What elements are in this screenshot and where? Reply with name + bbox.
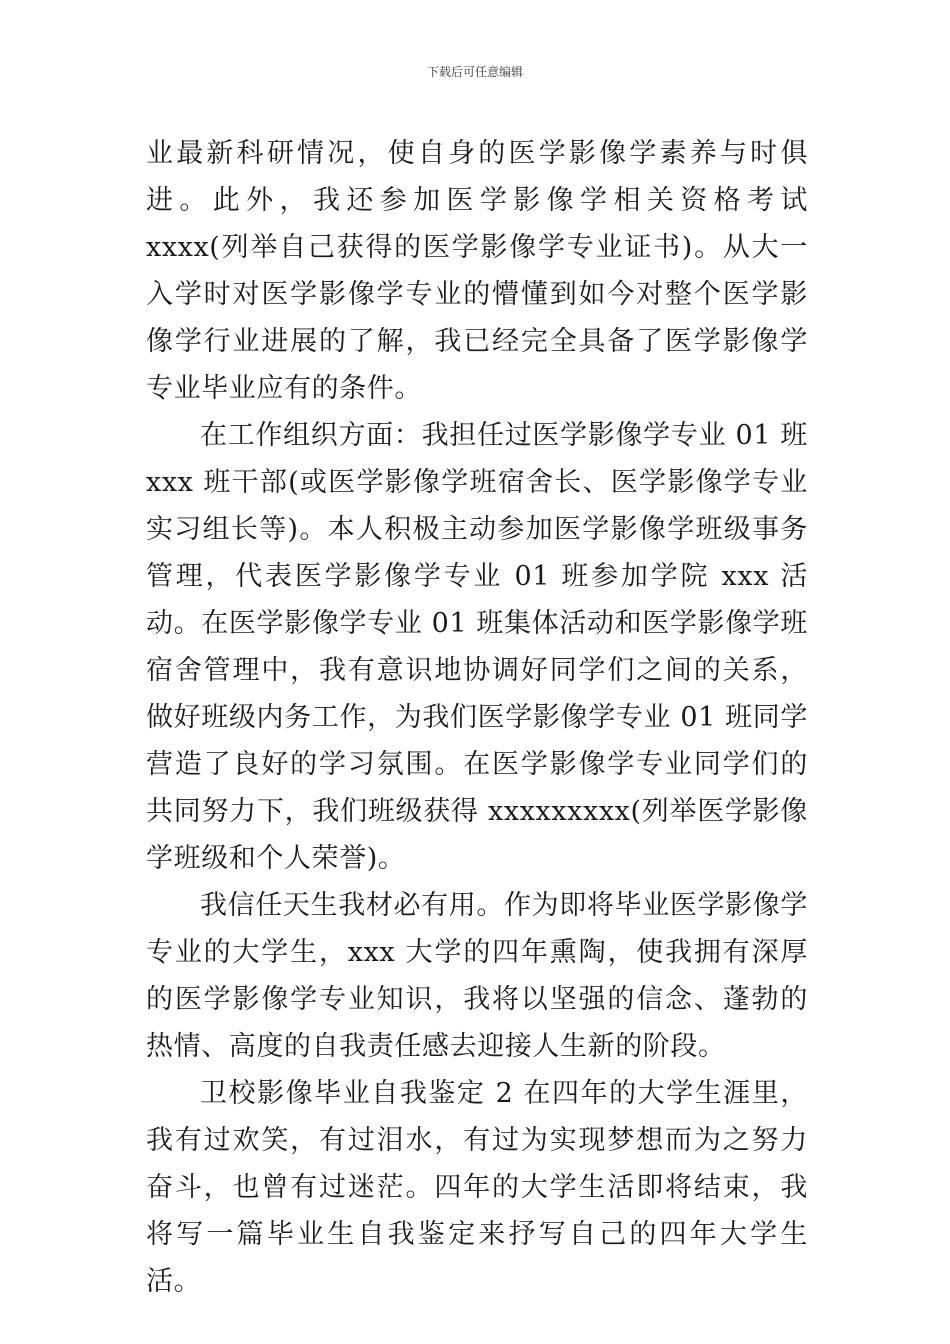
document-body bbox=[146, 130, 808, 1305]
page-header: 下载后可任意编辑 bbox=[426, 65, 523, 79]
paragraph-2: 在工作组织方面：我担任过医学影像学专业 01 班 xxx 班干部(或医学影像学班宿舍长、医学影像学专业实习组长等)。本人积极主动参加医学影像学班级事务管理，代表医学影像学专业 01 班参加学院 xxx 活动。在医学影像学专业 01 班集体活动和医学影像学班宿舍管理中，我有意识地协调好同学们之间的关系，做好班级内务工作，为我们医学影像学专业 01 班同学营造了良好的学习氛围。在医学影像学专业同学们的共同努力下，我们班级获得 xxxxxxxxx(列举医学影像学班级和个人荣誉)。 bbox=[146, 420, 808, 874]
paragraph-4: 卫校影像毕业自我鉴定 2 在四年的大学生涯里，我有过欢笑，有过泪水，有过为实现梦想而为之努力奋斗，也曾有过迷茫。四年的大学生活即将结束，我将写一篇毕业生自我鉴定来抒写自己的四年大学生活。 bbox=[146, 1078, 808, 1297]
paragraph-3: 我信任天生我材必有用。作为即将毕业医学影像学专业的大学生，xxx 大学的四年熏陶，使我拥有深厚的医学影像学专业知识，我将以坚强的信念、蓬勃的热情、高度的自我责任感去迎接人生新的阶段。 bbox=[146, 890, 808, 1062]
paragraph-1: 业最新科研情况，使自身的医学影像学素养与时俱进。此外，我还参加医学影像学相关资格考试 xxxx(列举自己获得的医学影像学专业证书)。从大一入学时对医学影像学专业的懵懂到如今对整个医学影像学行业进展的了解，我已经完全具备了医学影像学专业毕业应有的条件。 bbox=[146, 138, 808, 404]
